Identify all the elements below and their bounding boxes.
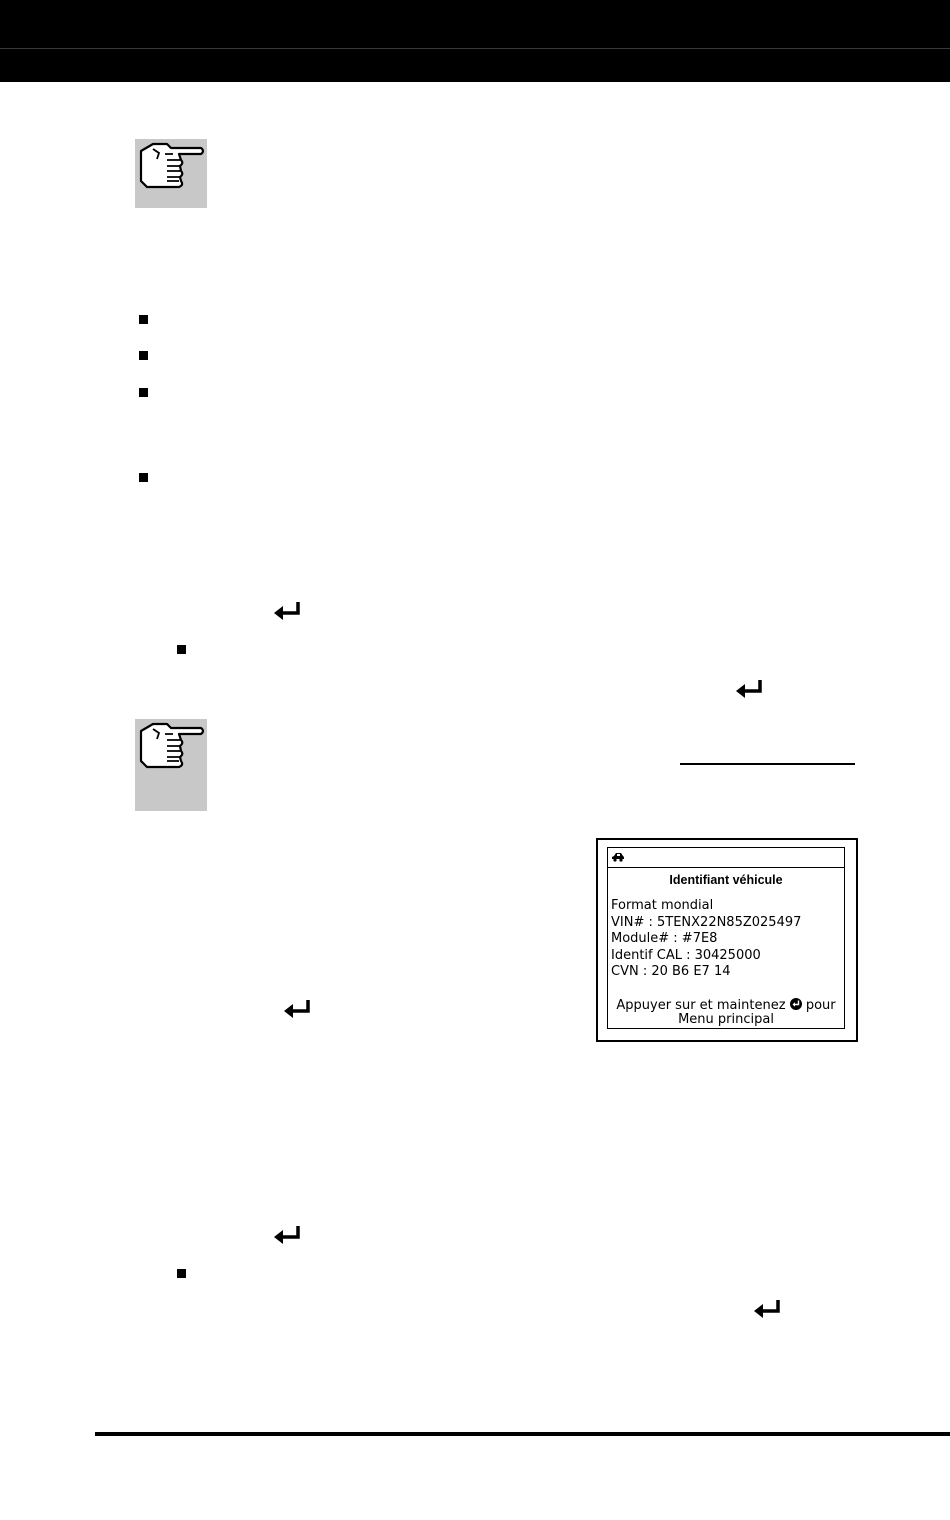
- enter-button-icon: [790, 998, 802, 1010]
- screen-line-cal-id: Identif CAL : 30425000: [611, 947, 761, 963]
- screen-line-module: Module# : #7E8: [611, 931, 718, 947]
- footer-text-before: Appuyer sur et maintenez: [616, 998, 786, 1013]
- enter-key-icon: [272, 1225, 302, 1247]
- enter-key-icon: [272, 601, 302, 623]
- screen-status-bar: [608, 848, 844, 868]
- square-bullet-icon: [177, 1269, 186, 1278]
- page-header-bar: [0, 0, 950, 48]
- square-bullet-icon: [139, 351, 148, 360]
- screen-data-lines: [611, 898, 801, 981]
- screen-title: Identifiant véhicule: [669, 873, 783, 887]
- enter-key-icon: [734, 679, 764, 701]
- square-bullet-icon: [177, 645, 186, 654]
- square-bullet-icon: [139, 315, 148, 324]
- enter-key-icon: [752, 1299, 782, 1321]
- page-footer-rule: [95, 1432, 950, 1436]
- footer-text-line2: Menu principal: [678, 1012, 774, 1027]
- underline-rule: [680, 763, 855, 765]
- scanner-display: [596, 838, 858, 1042]
- screen-line-vin: VIN# : 5TENX22N85Z025497: [611, 914, 802, 930]
- square-bullet-icon: [139, 473, 148, 482]
- screen-line-cvn: CVN : 20 B6 E7 14: [611, 964, 731, 980]
- enter-key-icon: [282, 999, 312, 1021]
- screen-line-format: Format mondial: [611, 898, 714, 913]
- footer-text-after: pour: [805, 998, 836, 1013]
- square-bullet-icon: [139, 388, 148, 397]
- car-icon: [611, 852, 625, 862]
- screen-footer: [608, 998, 844, 1027]
- page-subheader-bar: [0, 49, 950, 82]
- pointing-hand-icon: [135, 719, 207, 811]
- pointing-hand-icon: [135, 139, 207, 208]
- scanner-screen: [607, 847, 845, 1029]
